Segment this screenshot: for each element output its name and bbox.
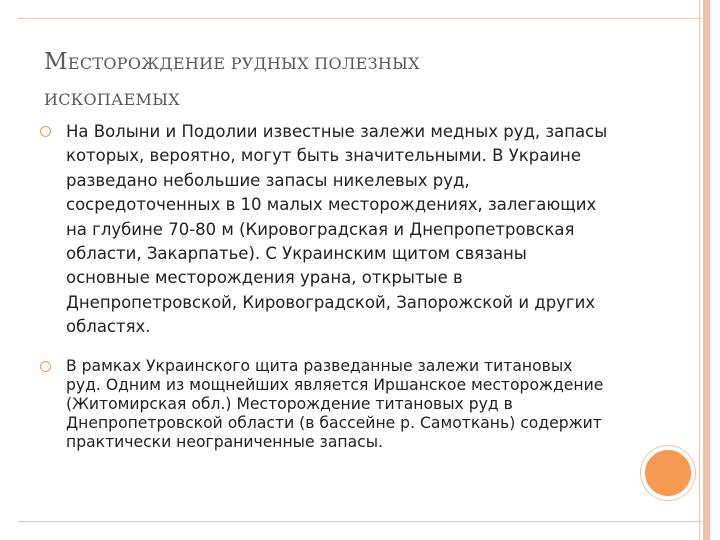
- title-line-1-rest: ЕСТОРОЖДЕНИЕ РУДНЫХ ПОЛЕЗНЫХ: [67, 54, 420, 73]
- title-first-letter: М: [44, 49, 68, 75]
- right-side-bar: [703, 0, 710, 540]
- frame-bottom-line: [18, 521, 702, 522]
- slide-content: [40, 120, 610, 452]
- bullet-text: На Волыни и Подолии известные залежи медных руд, запасы которых, вероятно, могут быть значительными. В Украине разведано небольшие запасы никелевых руд, сосредоточенных в 10 малых месторождениях, залегающих на глубине 70-80 м (Кировоградская и Днепропетровская области, Закарпатье). С Украинским щитом связаны основные месторождения урана, открытые в Днепропетровской, Кировоградской, Запорожской и других областях.: [66, 122, 608, 337]
- bullet-circle-icon: [40, 361, 51, 372]
- frame-top-line: [18, 18, 702, 19]
- title-line-1: [44, 44, 604, 82]
- orange-circle-decoration: [641, 446, 695, 500]
- bullet-text: В рамках Украинского щита разведанные залежи титановых руд. Одним из мощнейших является Иршанское месторождение (Житомирская обл.) Месторождение титановых руд в Днепропетровской области (в бассейне р. Самоткань) содержит практически неограниченные запасы.: [66, 356, 604, 451]
- slide-title: [44, 44, 604, 118]
- bullet-item: [40, 357, 610, 452]
- title-line-2: ИСКОПАЕМЫХ: [44, 90, 180, 109]
- bullet-circle-icon: [40, 126, 51, 137]
- bullet-item: [40, 120, 610, 340]
